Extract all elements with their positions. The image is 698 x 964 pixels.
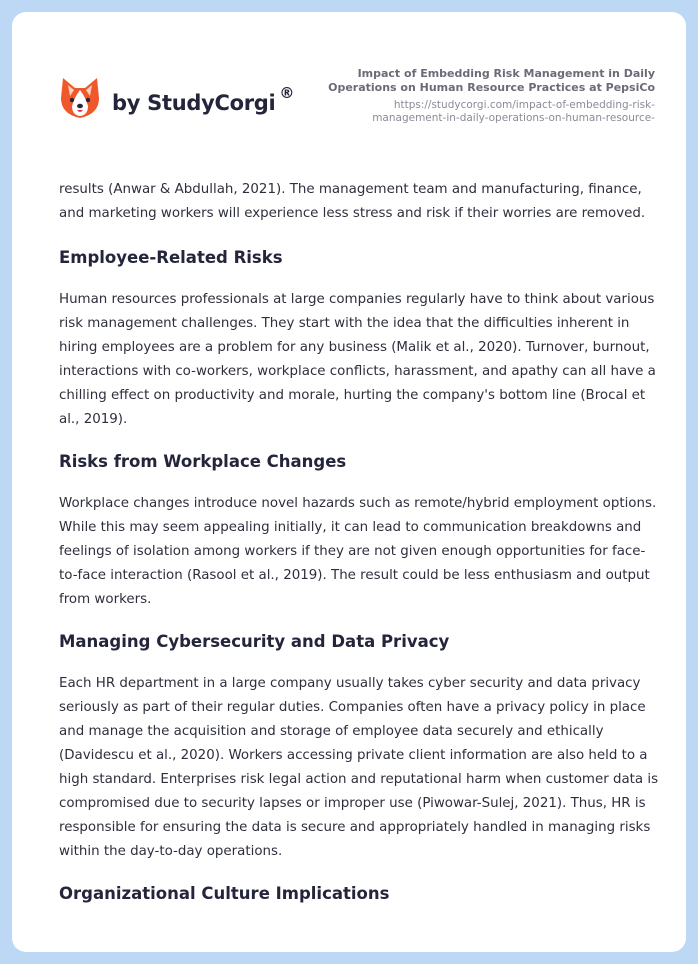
section-heading-organizational-culture: Organizational Culture Implications [59,884,390,903]
intro-paragraph: results (Anwar & Abdullah, 2021). The management team and manufacturing, finance, and marketing workers will experience less stress and risk if their worries are removed. [59,182,646,221]
corgi-logo-icon [60,76,100,120]
section-paragraph-cybersecurity: Each HR department in a large company usually takes cyber security and data privacy seriously as part of their regular duties. Companies often have a privacy policy in place and manage the acquisition and storage of employee data securely and ethically (Davidescu et al., 2020). Workers accessing private client information are also held to a high standard. Enterprises risk legal action and reputational harm when customer data is compromised due to security lapses or improper use (Piwowar-Sulej, 2021). Thus, HR is responsible for ensuring the data is secure and appropriately handled in managing risks within the day-to-day operations. [59,676,659,859]
document-meta [315,67,655,125]
section-heading-workplace-changes: Risks from Workplace Changes [59,452,347,471]
section-paragraph-employee-risks: Human resources professionals at large companies regularly have to think about various risk management challenges. They start with the idea that the difficulties inherent in hiring employees are a problem for any business (Malik et al., 2020). Turnover, burnout, interactions with co-workers, workplace conflicts, harassment, and apathy can all have a chilling effect on productivity and morale, hurting the company's bottom line (Brocal et al., 2019). [59,292,656,427]
section-paragraph-workplace-changes: Workplace changes introduce novel hazards such as remote/hybrid employment options. While this may seem appealing initially, it can lead to communication breakdowns and feelings of isolation among workers if they are not given enough opportunities for face-to-face interaction (Rasool et al., 2019). The result could be less enthusiasm and output from workers. [59,496,657,607]
document-url[interactable]: https://studycorgi.com/impact-of-embedding-risk- management-in-daily-operations-on-human-resource- [372,99,655,124]
registered-mark: ® [279,83,295,102]
section-heading-employee-risks: Employee-Related Risks [59,248,283,267]
page-header [12,12,686,152]
brand-name: by StudyCorgi ® [112,83,295,115]
document-body [59,178,659,924]
section-heading-cybersecurity: Managing Cybersecurity and Data Privacy [59,632,450,651]
document-page [12,12,686,952]
studycorgi-logo[interactable] [60,76,294,120]
document-title: Impact of Embedding Risk Management in Daily Operations on Human Resource Practices at PepsiCo [328,67,655,94]
